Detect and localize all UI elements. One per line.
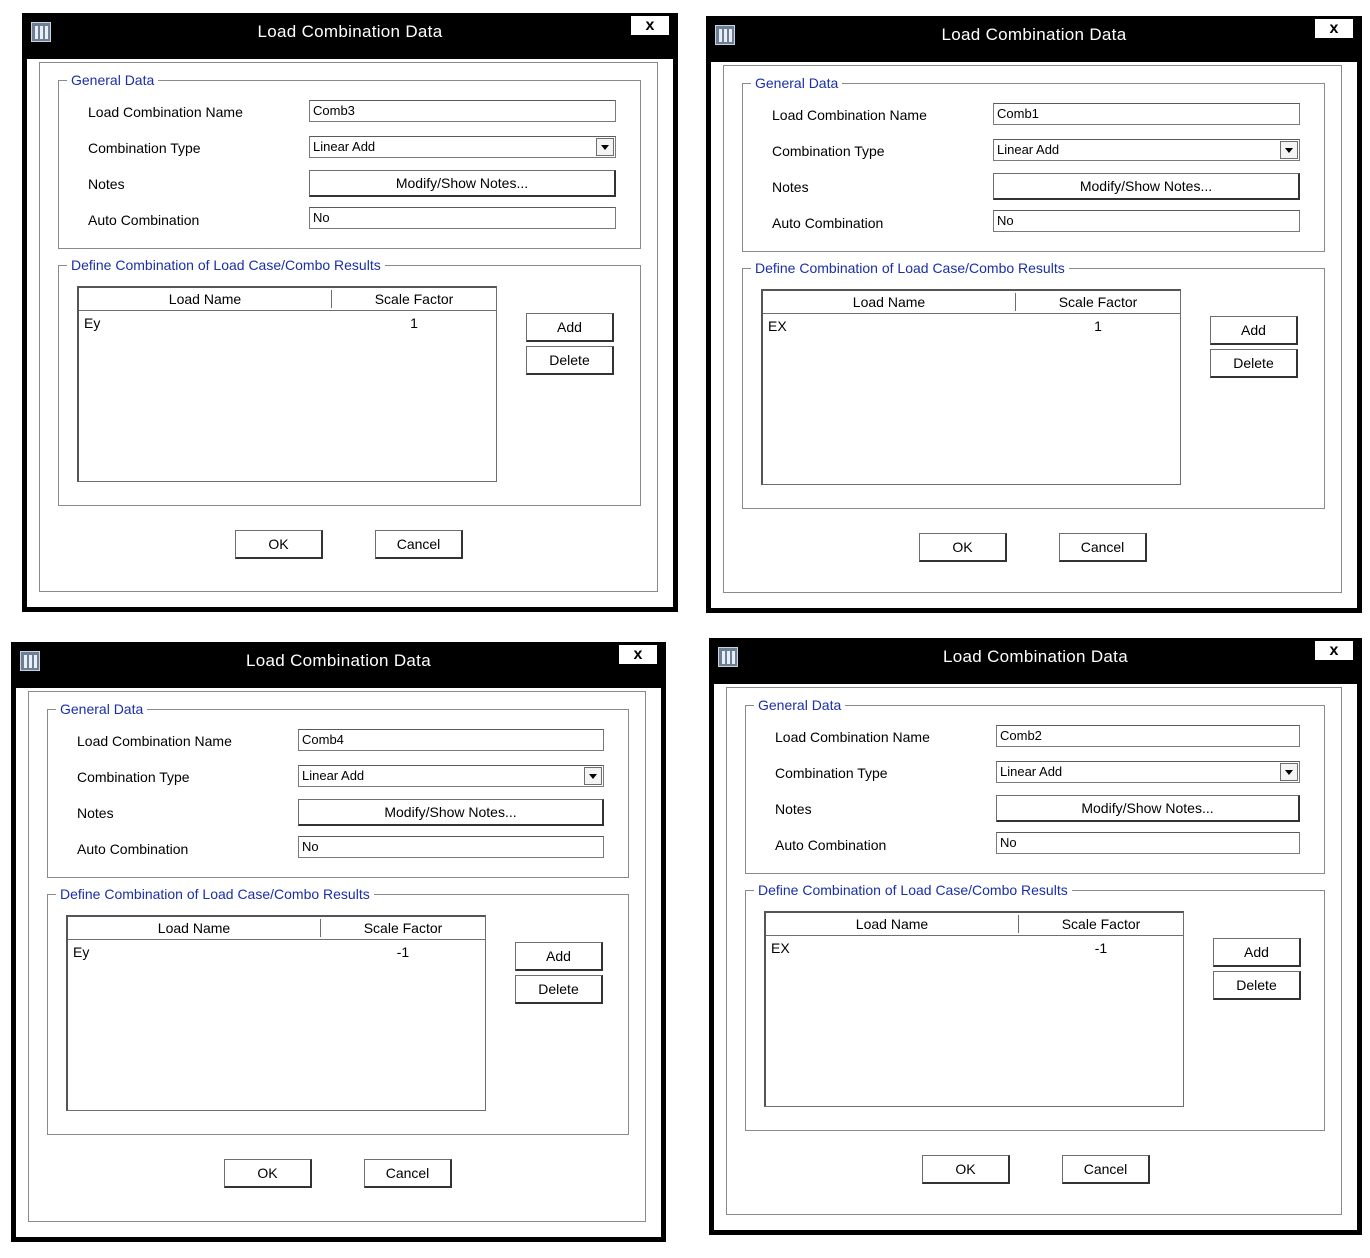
combination-name-input[interactable]: Comb2 (996, 725, 1300, 747)
dropdown-arrow-icon[interactable] (596, 138, 614, 156)
grid-cell-load-name[interactable]: EX (771, 940, 790, 956)
combination-type-value: Linear Add (302, 768, 365, 783)
combination-type-label: Combination Type (775, 765, 888, 781)
combination-type-label: Combination Type (77, 769, 190, 785)
define-combination-legend: Define Combination of Load Case/Combo Results (754, 882, 1072, 898)
modify-show-notes-button[interactable]: Modify/Show Notes... (309, 170, 616, 197)
modify-show-notes-button[interactable]: Modify/Show Notes... (993, 173, 1300, 200)
general-data-group (742, 75, 1325, 252)
dialog-frame (39, 62, 658, 592)
combination-type-select[interactable] (298, 765, 604, 787)
add-button[interactable]: Add (1210, 316, 1298, 345)
cancel-button[interactable]: Cancel (375, 530, 463, 559)
combination-name-label: Load Combination Name (88, 104, 243, 120)
define-combination-legend: Define Combination of Load Case/Combo Results (67, 257, 385, 273)
define-combination-group (742, 260, 1325, 509)
grid-cell-load-name[interactable]: Ey (73, 944, 90, 960)
grid-header (79, 288, 496, 311)
dialog-frame (28, 691, 646, 1222)
combination-type-value: Linear Add (313, 139, 376, 154)
grid-cell-scale-factor[interactable]: -1 (396, 944, 410, 960)
general-data-legend: General Data (751, 75, 842, 91)
define-combination-group (58, 257, 641, 506)
combination-name-input[interactable]: Comb1 (993, 103, 1300, 125)
general-data-legend: General Data (67, 72, 158, 88)
title-bar[interactable] (22, 13, 678, 59)
column-header-scale-factor: Scale Factor (1061, 916, 1141, 932)
combination-type-label: Combination Type (772, 143, 885, 159)
combination-type-label: Combination Type (88, 140, 201, 156)
close-button[interactable]: x (1314, 640, 1354, 661)
notes-label: Notes (772, 179, 809, 195)
general-data-legend: General Data (754, 697, 845, 713)
dialog-frame (726, 687, 1342, 1215)
dialog-client (27, 59, 673, 607)
load-grid[interactable] (761, 289, 1181, 485)
column-header-load-name: Load Name (763, 293, 1016, 311)
load-grid[interactable] (77, 286, 497, 482)
notes-label: Notes (775, 801, 812, 817)
load-grid[interactable] (66, 915, 486, 1111)
combination-type-value: Linear Add (1000, 764, 1063, 779)
add-button[interactable]: Add (526, 313, 614, 342)
load-grid[interactable] (764, 911, 1184, 1107)
combination-type-select[interactable] (996, 761, 1300, 783)
dialog-client (711, 62, 1357, 608)
dialog-client (16, 688, 661, 1237)
dialog-title: Load Combination Data (943, 647, 1128, 666)
grid-cell-load-name[interactable]: EX (768, 318, 787, 334)
grid-cell-scale-factor[interactable]: 1 (410, 315, 418, 331)
grid-header (766, 913, 1183, 936)
general-data-group (745, 697, 1325, 874)
grid-header (68, 917, 485, 940)
notes-label: Notes (77, 805, 114, 821)
cancel-button[interactable]: Cancel (1059, 533, 1147, 562)
close-button[interactable]: x (630, 15, 670, 36)
column-header-load-name: Load Name (68, 919, 321, 937)
modify-show-notes-button[interactable]: Modify/Show Notes... (996, 795, 1300, 822)
notes-label: Notes (88, 176, 125, 192)
ok-button[interactable]: OK (922, 1155, 1010, 1184)
delete-button[interactable]: Delete (1213, 971, 1301, 1000)
auto-combination-field: No (309, 207, 616, 229)
ok-button[interactable]: OK (224, 1159, 312, 1188)
define-combination-legend: Define Combination of Load Case/Combo Results (751, 260, 1069, 276)
dropdown-arrow-icon[interactable] (584, 767, 602, 785)
auto-combination-label: Auto Combination (77, 841, 189, 857)
delete-button[interactable]: Delete (1210, 349, 1298, 378)
auto-combination-field: No (993, 210, 1300, 232)
dialog-title: Load Combination Data (941, 25, 1127, 44)
modify-show-notes-button[interactable]: Modify/Show Notes... (298, 799, 604, 826)
dropdown-arrow-icon[interactable] (1280, 141, 1298, 159)
column-header-scale-factor: Scale Factor (363, 920, 443, 936)
column-header-load-name: Load Name (766, 915, 1019, 933)
combination-name-label: Load Combination Name (772, 107, 927, 123)
delete-button[interactable]: Delete (515, 975, 603, 1004)
add-button[interactable]: Add (1213, 938, 1301, 967)
dialog-client (714, 684, 1357, 1230)
title-bar[interactable] (11, 642, 666, 688)
add-button[interactable]: Add (515, 942, 603, 971)
general-data-group (58, 72, 641, 249)
close-button[interactable]: x (1314, 18, 1354, 39)
define-combination-legend: Define Combination of Load Case/Combo Results (56, 886, 374, 902)
auto-combination-label: Auto Combination (772, 215, 884, 231)
column-header-scale-factor: Scale Factor (374, 291, 454, 307)
auto-combination-label: Auto Combination (775, 837, 887, 853)
define-combination-group (745, 882, 1325, 1131)
dialog-comb2 (709, 638, 1362, 1235)
column-header-load-name: Load Name (79, 290, 332, 308)
ok-button[interactable]: OK (919, 533, 1007, 562)
general-data-legend: General Data (56, 701, 147, 717)
define-combination-group (47, 886, 629, 1135)
cancel-button[interactable]: Cancel (1062, 1155, 1150, 1184)
grid-cell-load-name[interactable]: Ey (84, 315, 101, 331)
dialog-frame (723, 65, 1342, 593)
ok-button[interactable]: OK (235, 530, 323, 559)
auto-combination-field: No (996, 832, 1300, 854)
title-bar[interactable] (709, 638, 1362, 684)
dialog-comb1 (706, 16, 1362, 613)
dialog-comb4 (11, 642, 666, 1242)
cancel-button[interactable]: Cancel (364, 1159, 452, 1188)
delete-button[interactable]: Delete (526, 346, 614, 375)
combination-type-select[interactable] (309, 136, 616, 158)
dialog-title: Load Combination Data (246, 651, 431, 670)
dialog-title: Load Combination Data (257, 22, 443, 41)
dropdown-arrow-icon[interactable] (1280, 763, 1298, 781)
close-button[interactable]: x (618, 644, 658, 665)
grid-cell-scale-factor[interactable]: -1 (1094, 940, 1108, 956)
combination-name-input[interactable]: Comb3 (309, 100, 616, 122)
grid-header (763, 291, 1180, 314)
auto-combination-field: No (298, 836, 604, 858)
grid-cell-scale-factor[interactable]: 1 (1094, 318, 1102, 334)
general-data-group (47, 701, 629, 878)
combination-type-select[interactable] (993, 139, 1300, 161)
combination-name-label: Load Combination Name (775, 729, 930, 745)
combination-type-value: Linear Add (997, 142, 1060, 157)
auto-combination-label: Auto Combination (88, 212, 200, 228)
combination-name-label: Load Combination Name (77, 733, 232, 749)
dialog-comb3 (22, 13, 678, 612)
title-bar[interactable] (706, 16, 1362, 62)
column-header-scale-factor: Scale Factor (1058, 294, 1138, 310)
combination-name-input[interactable]: Comb4 (298, 729, 604, 751)
